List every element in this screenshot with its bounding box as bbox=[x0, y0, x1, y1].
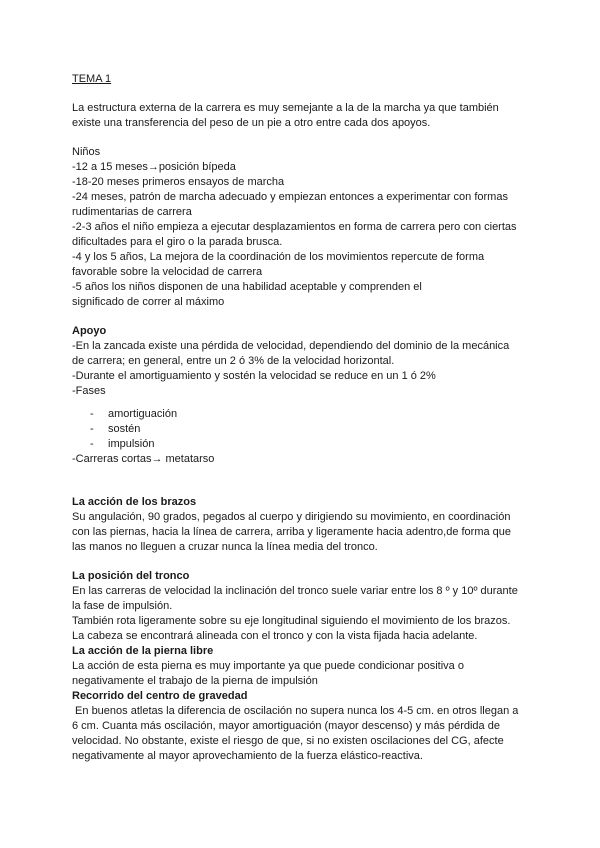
gravedad-line: En buenos atletas la diferencia de oscilación no supera nunca los 4-5 cm. en otros llegan a bbox=[72, 705, 519, 717]
ninos-section bbox=[72, 145, 532, 310]
pierna-line: La acción de esta pierna es muy importante ya que puede condicionar positiva o bbox=[72, 660, 464, 672]
apoyo-after-line: -Carreras cortas→ metatarso bbox=[72, 453, 215, 465]
fase-item: - amortiguación bbox=[72, 407, 532, 422]
apoyo-line: -En la zancada existe una pérdida de velocidad, dependiendo del dominio de la mecánica bbox=[72, 340, 510, 352]
brazos-section bbox=[72, 495, 532, 555]
tronco-line: En las carreras de velocidad la inclinación del tronco suele variar entre los 8 º y 10º durante bbox=[72, 585, 518, 597]
tronco-line: La cabeza se encontrará alineada con el tronco y con la vista fijada hacia adelante. bbox=[72, 630, 478, 642]
ninos-line: significado de correr al máximo bbox=[72, 296, 225, 308]
brazos-line: las manos no lleguen a cruzar nunca la línea media del tronco. bbox=[72, 541, 378, 553]
tronco-heading: La posición del tronco bbox=[72, 570, 190, 582]
intro-line: La estructura externa de la carrera es muy semejante a la de la marcha ya que también bbox=[72, 102, 499, 114]
ninos-line: favorable sobre la velocidad de carrera bbox=[72, 266, 263, 278]
brazos-line: con las piernas, hacia la línea de carrera, arriba y ligeramente hacia adentro,de forma que bbox=[72, 526, 512, 538]
fase-item: - impulsión bbox=[72, 437, 532, 452]
gravedad-section bbox=[72, 689, 532, 764]
brazos-line: Su angulación, 90 grados, pegados al cuerpo y dirigiendo su movimiento, en coordinación bbox=[72, 511, 511, 523]
ninos-line: rudimentarias de carrera bbox=[72, 206, 192, 218]
document-title: TEMA 1 bbox=[72, 73, 112, 85]
intro-paragraph bbox=[72, 101, 532, 131]
ninos-line: -4 y los 5 años, La mejora de la coordinación de los movimientos repercute de forma bbox=[72, 251, 485, 263]
pierna-heading: La acción de la pierna libre bbox=[72, 645, 214, 657]
ninos-line: -12 a 15 meses→posición bípeda bbox=[72, 161, 236, 173]
gravedad-line: 6 cm. Cuanta más oscilación, mayor amortiguación (mayor descenso) y más pérdida de bbox=[72, 720, 500, 732]
tronco-line: la fase de impulsión. bbox=[72, 600, 173, 612]
tronco-section bbox=[72, 569, 532, 644]
document-page bbox=[72, 72, 532, 764]
fase-item: - sostén bbox=[72, 422, 532, 437]
gravedad-line: velocidad. No obstante, existe el riesgo de que, si no existen oscilaciones del CG, afecte bbox=[72, 735, 504, 747]
intro-line: existe una transferencia del peso de un pie a otro entre cada dos apoyos. bbox=[72, 117, 431, 129]
apoyo-section bbox=[72, 324, 532, 467]
tronco-line: También rota ligeramente sobre su eje longitudinal siguiendo el movimiento de los brazos. bbox=[72, 615, 511, 627]
ninos-line: -18-20 meses primeros ensayos de marcha bbox=[72, 176, 285, 188]
apoyo-line: -Durante el amortiguamiento y sostén la velocidad se reduce en un 1 ó 2% bbox=[72, 370, 436, 382]
brazos-heading: La acción de los brazos bbox=[72, 496, 197, 508]
ninos-line: dificultades para el giro o la parada brusca. bbox=[72, 236, 283, 248]
ninos-line: -2-3 años el niño empieza a ejecutar desplazamientos en forma de carrera pero con ciertas bbox=[72, 221, 517, 233]
apoyo-heading: Apoyo bbox=[72, 325, 107, 337]
fases-list bbox=[72, 407, 532, 452]
gravedad-heading: Recorrido del centro de gravedad bbox=[72, 690, 248, 702]
apoyo-line: de carrera; en general, entre un 2 ó 3% de la velocidad horizontal. bbox=[72, 355, 395, 367]
ninos-line: -5 años los niños disponen de una habilidad aceptable y comprenden el bbox=[72, 281, 422, 293]
ninos-line: -24 meses, patrón de marcha adecuado y empiezan entonces a experimentar con formas bbox=[72, 191, 508, 203]
pierna-section bbox=[72, 644, 532, 689]
apoyo-line: -Fases bbox=[72, 385, 106, 397]
pierna-line: negativamente el trabajo de la pierna de impulsión bbox=[72, 675, 318, 687]
gravedad-line: negativamente al mayor aprovechamiento de la fuerza elástico-reactiva. bbox=[72, 750, 423, 762]
ninos-heading: Niños bbox=[72, 146, 101, 158]
